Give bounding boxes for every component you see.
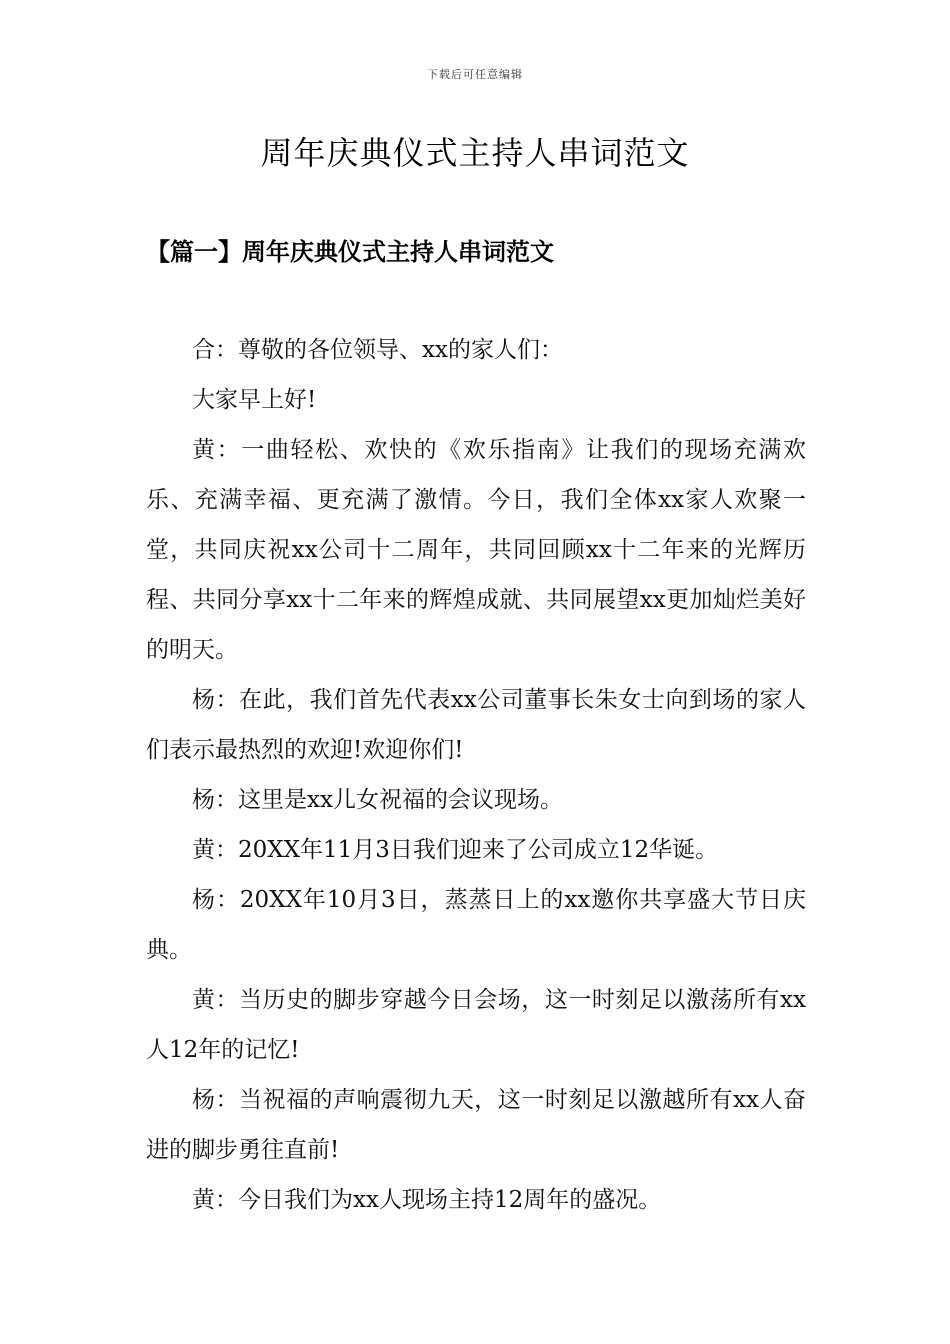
header-note: 下载后可任意编辑	[427, 68, 523, 81]
paragraph: 杨：20XX年10月3日，蒸蒸日上的xx邀你共享盛大节日庆典。	[146, 887, 806, 963]
document-title: 周年庆典仪式主持人串词范文	[260, 134, 690, 172]
paragraph: 大家早上好!	[192, 387, 317, 413]
paragraph: 杨：当祝福的声响震彻九天，这一时刻足以激越所有xx人奋进的脚步勇往直前!	[146, 1087, 806, 1163]
document-body	[146, 325, 806, 1225]
paragraph: 杨：这里是xx儿女祝福的会议现场。	[192, 787, 563, 813]
paragraph: 黄：当历史的脚步穿越今日会场，这一时刻足以激荡所有xx人12年的记忆!	[146, 987, 806, 1063]
paragraph: 黄：20XX年11月3日我们迎来了公司成立12华诞。	[192, 837, 719, 863]
paragraph: 杨：在此，我们首先代表xx公司董事长朱女士向到场的家人们表示最热烈的欢迎!欢迎你们!	[146, 687, 806, 763]
paragraph: 黄：今日我们为xx人现场主持12周年的盛况。	[192, 1187, 662, 1213]
section-heading: 【篇一】周年庆典仪式主持人串词范文	[146, 237, 554, 266]
paragraph: 合：尊敬的各位领导、xx的家人们：	[192, 337, 563, 363]
paragraph: 黄：一曲轻松、欢快的《欢乐指南》让我们的现场充满欢乐、充满幸福、更充满了激情。今日，我们全体xx家人欢聚一堂，共同庆祝xx公司十二周年，共同回顾xx十二年来的光辉历程、共同分享xx十二年来的辉煌成就、共同展望xx更加灿烂美好的明天。	[146, 437, 806, 663]
